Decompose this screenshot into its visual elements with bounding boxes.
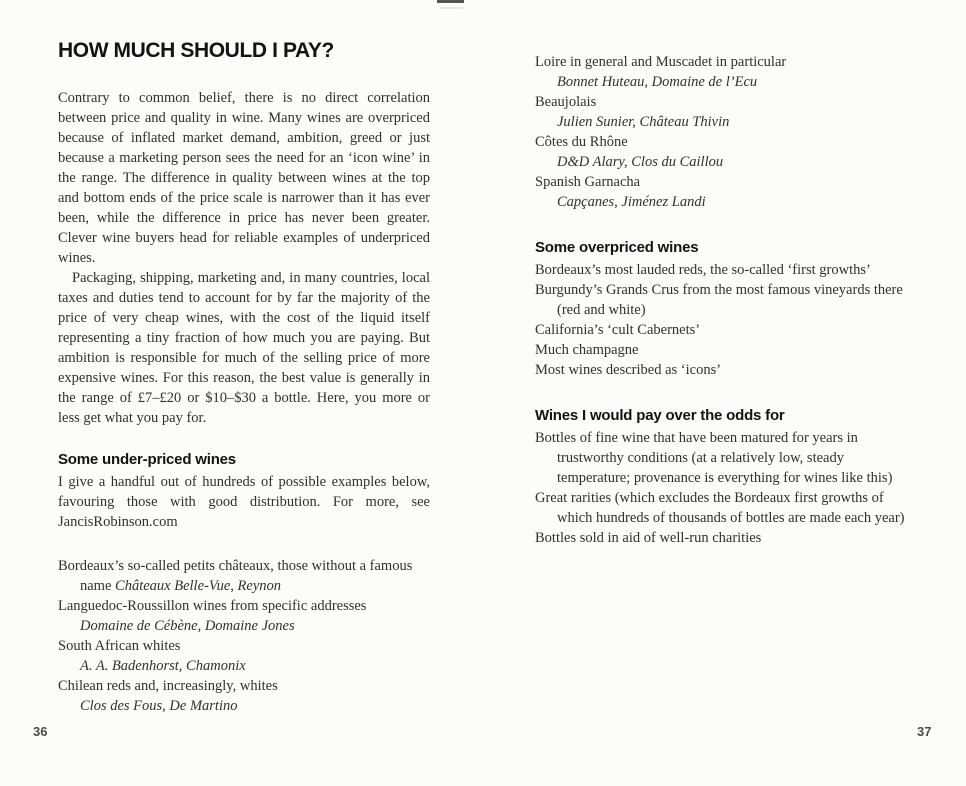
wine-name: Loire in general and Muscadet in particular [535,54,787,70]
wine-producers: Capçanes, Jiménez Landi [557,194,706,210]
wine-name: Chilean reds and, increasingly, whites [58,678,278,694]
wine-list-item [58,556,430,596]
wine-list-item [58,636,430,676]
underpriced-wine-list [58,556,430,716]
intro-paragraph: Contrary to common belief, there is no direct correlation between price and quality in wine. Many wines are overpriced because of inflated market demand, ambition, greed or just because a marketing person sees the need for an ‘icon wine’ in the range. The difference in quality between wines at the top and bottom ends of the price scale is narrower than it has ever been, while the difference in price has never been greater. Clever wine buyers head for reliable examples of underpriced wines. [58,90,430,266]
wine-producers: Clos des Fous, De Martino [80,698,238,714]
wine-list-item: Great rarities (which excludes the Bordeaux first growths of which hundreds of thousands of bottles are made each year) [535,490,905,526]
wine-name: Spanish Garnacha [535,174,641,190]
page-number-left: 36 [33,724,48,739]
wine-name: Languedoc-Roussillon wines from specific addresses [58,598,367,614]
wine-list-item: Burgundy’s Grands Crus from the most famous vineyards there (red and white) [535,282,903,318]
wine-list-item: Much champagne [535,342,639,358]
wine-list-item: Bordeaux’s most lauded reds, the so-called ‘first growths’ [535,262,871,278]
wine-list-item: Bottles of fine wine that have been matured for years in trustworthy conditions (at a relatively low, steady temperature; provenance is everything for wines like this) [535,430,893,486]
wine-producers: A. A. Badenhorst, Chamonix [80,658,246,674]
section-heading-overpriced: Some overpriced wines [535,239,699,256]
underpriced-wine-list-continued [535,52,907,212]
wine-producers: Bonnet Huteau, Domaine de l’Ecu [557,74,758,90]
pricing-paragraph: Packaging, shipping, marketing and, in many countries, local taxes and duties tend to account for by far the majority of the price of very cheap wines, with the cost of the liquid itself representing a tiny fraction of how much you are paying. But ambition is responsible for much of the selling price of more expensive wines. For this reason, the best value is generally in the range of £7–£20 or $10–$30 a bottle. Here, you more or less get what you pay for. [58,270,430,426]
page-title: HOW MUCH SHOULD I PAY? [58,39,334,62]
over-the-odds-wine-list [535,428,907,548]
wine-list-item [535,172,907,212]
underpriced-intro: I give a handful out of hundreds of possible examples below, favouring those with good distribution. For more, see JancisRobinson.com [58,474,430,530]
wine-list-item [58,596,430,636]
wine-list-item: Bottles sold in aid of well-run charities [535,530,762,546]
left-page-column [58,40,430,716]
wine-list-item: California’s ‘cult Cabernets’ [535,322,701,338]
wine-producers: D&D Alary, Clos du Caillou [557,154,724,170]
binding-mark-icon [437,0,464,3]
wine-name: South African whites [58,638,181,654]
wine-list-item [535,52,907,92]
wine-name: Beaujolais [535,94,597,110]
wine-producers: Julien Sunier, Château Thivin [557,114,730,130]
wine-list-item [535,92,907,132]
overpriced-wine-list [535,260,907,380]
section-heading-over-the-odds: Wines I would pay over the odds for [535,407,785,424]
section-heading-underpriced: Some under-priced wines [58,451,236,468]
wine-name: Bordeaux’s so-called petits châteaux, those without a famous name [58,558,413,594]
wine-list-item [58,676,430,716]
right-page-column [535,40,907,548]
binding-mark-shadow-icon [440,7,463,9]
wine-producers: Châteaux Belle-Vue, Reynon [115,578,282,594]
wine-producers: Domaine de Cébène, Domaine Jones [80,618,295,634]
wine-name: Côtes du Rhône [535,134,628,150]
page-number-right: 37 [917,724,932,739]
wine-list-item: Most wines described as ‘icons’ [535,362,722,378]
wine-list-item [535,132,907,172]
